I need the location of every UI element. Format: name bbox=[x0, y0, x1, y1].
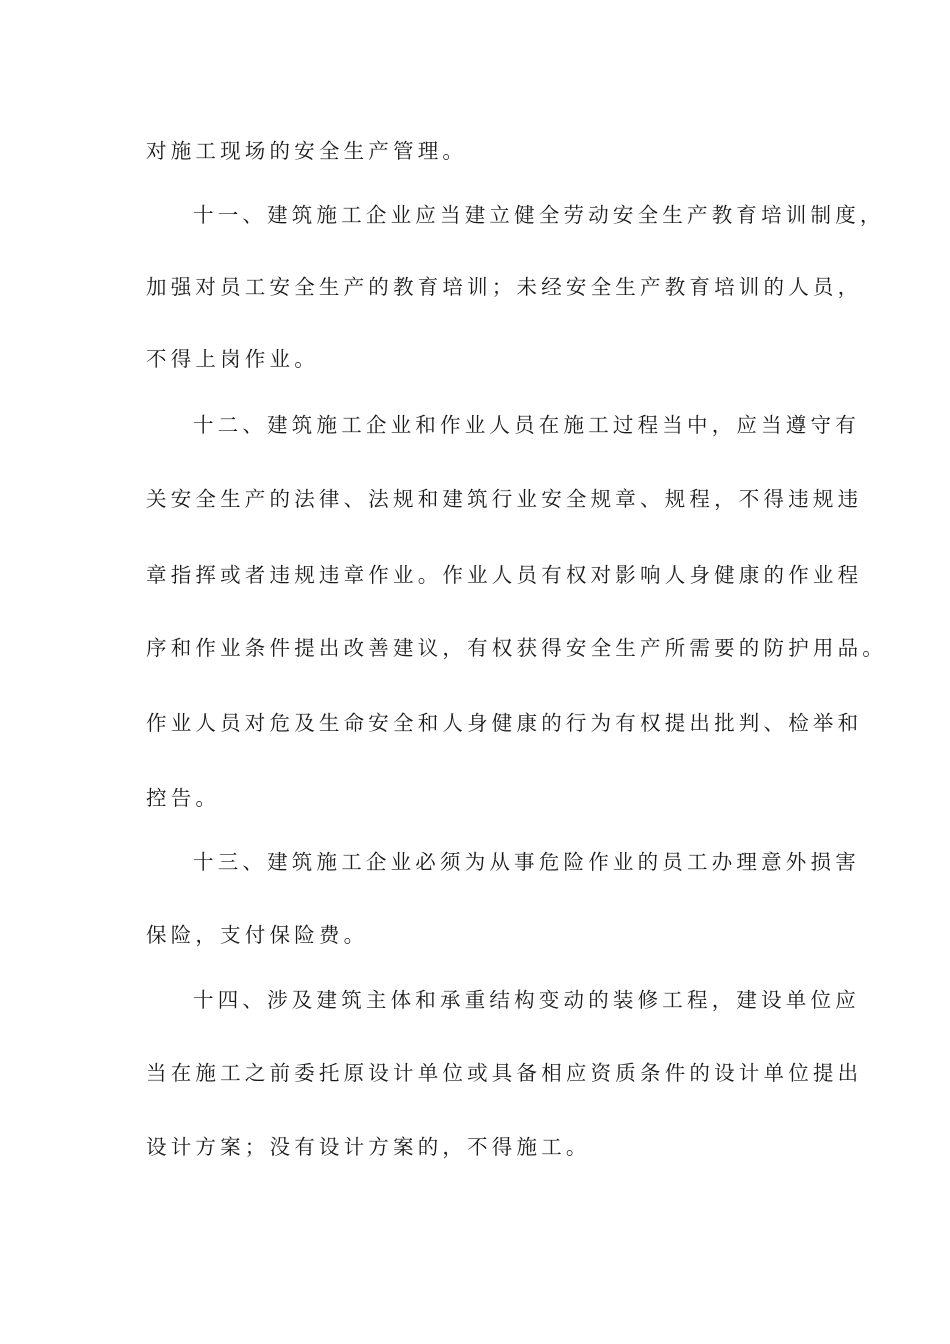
paragraph-12-line-2: 关安全生产的法律、法规和建筑行业安全规章、规程，不得违规违 bbox=[146, 487, 863, 511]
paragraph-13-line-1: 十三、建筑施工企业必须为从事危险作业的员工办理意外损害 bbox=[193, 850, 860, 874]
paragraph-11-line-2: 加强对员工安全生产的教育培训；未经安全生产教育培训的人员， bbox=[146, 275, 863, 299]
paragraph-continuation-line-1: 对施工现场的安全生产管理。 bbox=[146, 139, 468, 163]
paragraph-12-line-6: 控告。 bbox=[146, 786, 221, 810]
paragraph-11-line-3: 不得上岗作业。 bbox=[146, 347, 319, 371]
paragraph-13-line-2: 保险，支付保险费。 bbox=[146, 923, 369, 947]
paragraph-12-line-3: 章指挥或者违规违章作业。作业人员有权对影响人身健康的作业程 bbox=[146, 563, 863, 587]
paragraph-11-line-1: 十一、建筑施工企业应当建立健全劳动安全生产教育培训制度， bbox=[193, 203, 885, 227]
paragraph-12-line-5: 作业人员对危及生命安全和人身健康的行为有权提出批判、检举和 bbox=[146, 711, 863, 735]
paragraph-14-line-1: 十四、涉及建筑主体和承重结构变动的装修工程，建设单位应 bbox=[193, 988, 860, 1012]
paragraph-12-line-1: 十二、建筑施工企业和作业人员在施工过程当中，应当遵守有 bbox=[193, 413, 860, 437]
paragraph-14-line-2: 当在施工之前委托原设计单位或具备相应资质条件的设计单位提出 bbox=[146, 1061, 863, 1085]
paragraph-12-line-4: 序和作业条件提出改善建议，有权获得安全生产所需要的防护用品。 bbox=[146, 636, 887, 660]
paragraph-14-line-3: 设计方案；没有设计方案的，不得施工。 bbox=[146, 1135, 591, 1159]
